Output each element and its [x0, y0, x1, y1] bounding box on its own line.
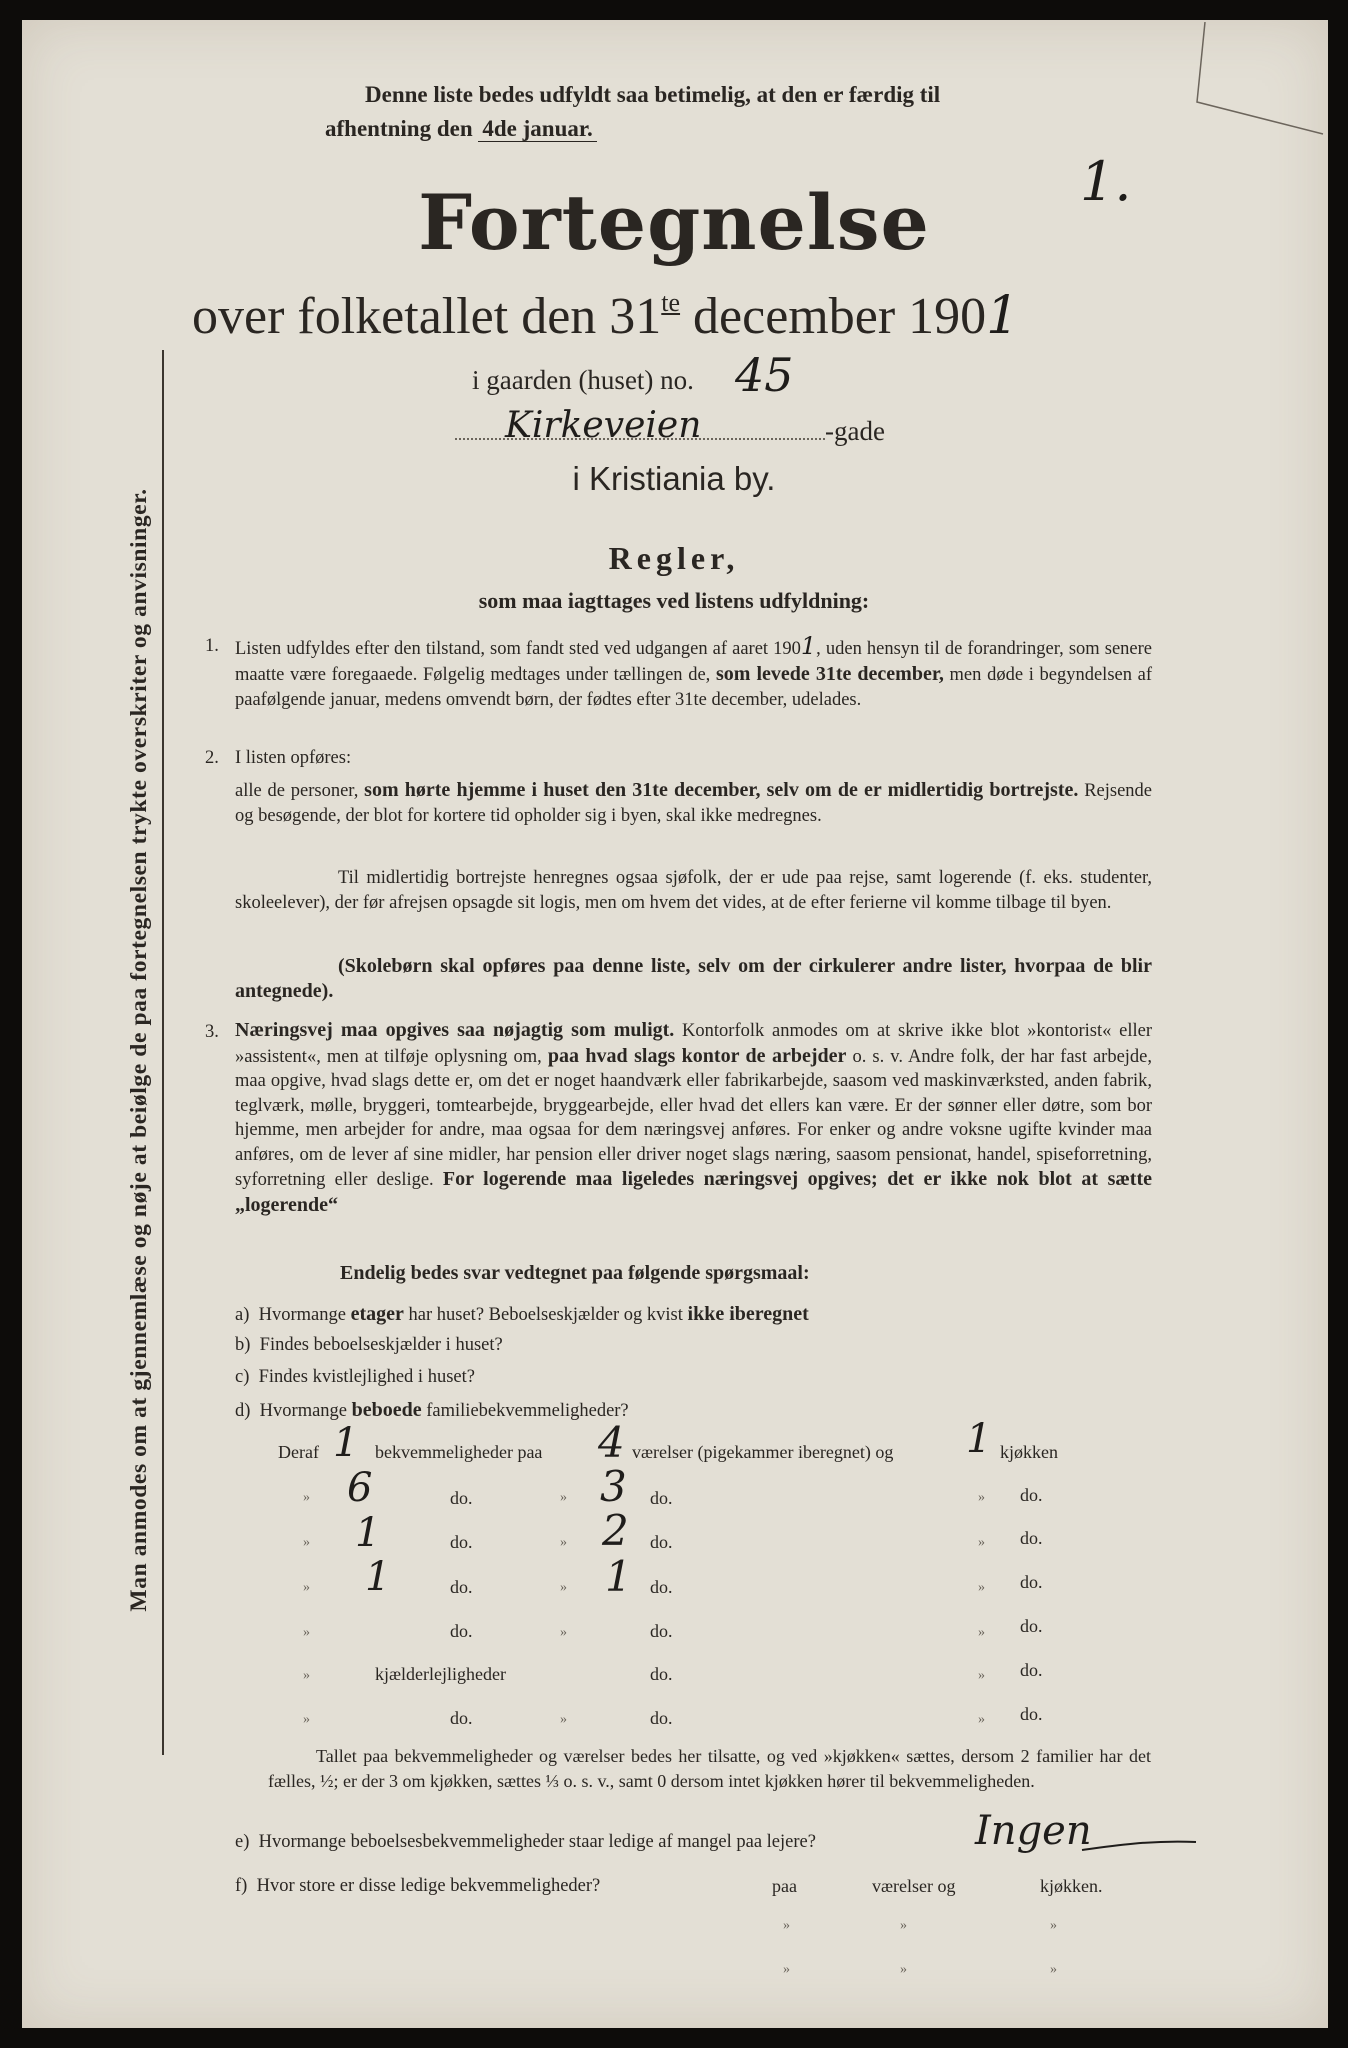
question-b-text: Findes beboelseskjælder i huset?: [259, 1335, 503, 1355]
notice-date: 4de januar.: [478, 116, 596, 142]
ditto-mark: »: [783, 1918, 790, 1933]
house-number-handwritten: 45: [735, 348, 794, 402]
ditto-mark: »: [900, 1918, 907, 1933]
rule-3-bold-1: Næringsvej maa opgives saa nøjagtig som muligt.: [235, 1019, 675, 1041]
answer-flourish: [1080, 1828, 1200, 1858]
row-3-bekv: 1: [355, 1510, 381, 1556]
question-f-text: Hvor store er disse ledige bekvemmeligheder?: [256, 1876, 601, 1896]
ditto-mark: »: [900, 1962, 907, 1977]
row-2-vaer: 3: [600, 1462, 627, 1511]
ditto-mark: »: [560, 1712, 567, 1727]
street-handwritten: Kirkeveien: [505, 405, 702, 446]
rule-3-number: 3.: [205, 1022, 219, 1042]
ditto-mark: »: [978, 1535, 985, 1550]
ditto-mark: »: [303, 1490, 310, 1505]
question-a-bold-2: ikke iberegnet: [687, 1303, 809, 1325]
table-deraf: Deraf: [278, 1442, 319, 1462]
rules-heading: Regler,: [608, 540, 740, 576]
rule-2-p1-bold: som hørte hjemme i huset den 31te december, selv om de er midlertidig bortrejste.: [364, 779, 1079, 801]
row-2-bekv: 6: [347, 1465, 373, 1511]
ditto-mark: »: [303, 1535, 310, 1550]
ditto-mark: »: [303, 1625, 310, 1640]
page-number-handwritten: 1.: [1080, 150, 1132, 213]
subtitle-text: over folketallet den 31: [192, 288, 662, 345]
year-handwritten: 1: [986, 286, 1020, 346]
question-d-letter: d): [235, 1401, 251, 1421]
table-vaer-label: værelser (pigekammer iberegnet) og: [632, 1442, 894, 1462]
rule-2-p1-a: alle de personer,: [235, 781, 359, 801]
notice-line-2: [325, 116, 597, 142]
do-cell: do.: [1020, 1485, 1043, 1505]
rule-3-bold-2: paa hvad slags kontor de arbejder: [547, 1044, 847, 1067]
rule-1-c: men døde i begyndelsen af paafølgende januar, medens omvendt børn, der fødtes efter 31te december, udelades.: [235, 665, 1153, 710]
row-4-bekv: 1: [365, 1554, 391, 1600]
ditto-mark: »: [1050, 1918, 1057, 1933]
do-cell: do.: [450, 1621, 473, 1641]
notice-prefix: afhentning den: [325, 116, 473, 141]
rules-subheading: som maa iagttages ved listens udfyldning:: [478, 588, 870, 613]
do-cell: do.: [1020, 1572, 1043, 1592]
subtitle-rest: december 190: [693, 288, 987, 345]
ditto-mark: »: [783, 1962, 790, 1977]
ditto-mark: »: [303, 1668, 310, 1683]
do-cell: do.: [1020, 1616, 1043, 1636]
do-cell: do.: [450, 1488, 473, 1508]
ditto-mark: »: [978, 1712, 985, 1727]
question-d-post: familiebekvemmeligheder?: [426, 1401, 629, 1421]
question-f-kjokken: kjøkken.: [1040, 1876, 1103, 1896]
ditto-mark: »: [560, 1625, 567, 1640]
ditto-mark: »: [978, 1490, 985, 1505]
question-e-text: Hvormange beboelsesbekvemmeligheder staar ledige af mangel paa lejere?: [258, 1832, 816, 1852]
rule-3-a: Kontorfolk anmodes om at skrive ikke blot »kontorist« eller »assistent«, men at tilføje oplysning om,: [235, 1021, 1152, 1067]
side-rule-line: [162, 350, 164, 1755]
question-e: [235, 1832, 816, 1853]
question-d: [235, 1399, 629, 1422]
ditto-mark: »: [978, 1668, 985, 1683]
ditto-mark: »: [560, 1490, 567, 1505]
rule-1-year-handwritten: 1: [800, 632, 817, 660]
rule-1-b: , uden hensyn til de forandringer, som senere maatte være foregaaede. Følgelig medtages under tællingen de,: [235, 639, 1152, 685]
question-d-bold: beboede: [351, 1399, 422, 1421]
row-4-vaer: 1: [605, 1552, 632, 1601]
ditto-mark: »: [978, 1625, 985, 1640]
city-line: i Kristiania by.: [572, 460, 776, 497]
ditto-mark: »: [303, 1580, 310, 1595]
street-suffix: -gade: [825, 416, 885, 446]
question-b-letter: b): [235, 1335, 251, 1355]
ditto-mark: »: [560, 1580, 567, 1595]
do-cell: do.: [650, 1708, 673, 1728]
rule-3-bold-3: For logerende maa ligeledes næringsvej opgives; det er ikke nok blot at sætte „logerende“: [235, 1168, 1152, 1216]
table-bekv-label: bekvemmeligheder paa: [375, 1442, 543, 1462]
do-cell: do.: [1020, 1660, 1043, 1680]
do-cell: do.: [650, 1532, 673, 1552]
table-note: Tallet paa bekvemmeligheder og værelser bedes her tilsatte, og ved »kjøkken« sættes, dersom 2 familier har det fælles, ½; er der 3 om kjøkken, sættes ⅓ o. s. v., samt 0 dersom intet kjøkken hører til bekvemmeligheden.: [268, 1746, 1151, 1791]
rule-2-intro: I listen opføres:: [235, 748, 352, 768]
row-3-vaer: 2: [602, 1506, 629, 1555]
question-f-paa: paa: [772, 1876, 797, 1896]
ditto-mark: »: [1050, 1962, 1057, 1977]
question-b: [235, 1335, 503, 1356]
row-1-bekv: 1: [333, 1420, 359, 1466]
side-instruction: Man anmodes om at gjennemlæse og nøje at beiølge de paa fortegnelsen trykte overskriter og anvisninger.: [126, 488, 152, 1612]
do-cell: do.: [650, 1577, 673, 1597]
question-f-vaerelser: værelser og: [872, 1876, 956, 1896]
notice-line-1: Denne liste bedes udfyldt saa betimelig, at den er færdig til: [365, 82, 941, 107]
row-1-kj: 1: [966, 1416, 992, 1462]
rule-2-p1: [235, 778, 1152, 829]
rule-3-b: o. s. v. Andre folk, der har fast arbejde, maa opgive, hvad slags dette er, om det er noget haandværk eller fabrikarbejde, saasom ved maskinværksted, anden fabrik, teglværk, mølle, bryggeri, tomtearbejde, bryggearbejde, eller hvad det ellers kan være. Er der sønner eller døtre, som bor hjemme, men arbejder for andre, maa ogsaa for dem næringsvej anføres. For enker og andre voksne ugifte kvinder maa anføres, om de lever af sine midler, har pension eller driver noget slags næring, saasom pensionat, handel, spiseforretning, syforretning eller deslige.: [235, 1046, 1153, 1190]
rule-1-text: [235, 634, 1152, 713]
question-c: [235, 1367, 475, 1388]
do-cell: do.: [650, 1488, 673, 1508]
do-cell: do.: [450, 1577, 473, 1597]
rule-1-a: Listen udfyldes efter den tilstand, som fandt sted ved udgangen af aaret 190: [235, 639, 801, 659]
question-e-letter: e): [235, 1832, 250, 1852]
do-cell: do.: [650, 1621, 673, 1641]
question-c-text: Findes kvistlejlighed i huset?: [258, 1367, 475, 1387]
question-c-letter: c): [235, 1367, 250, 1387]
question-a-bold: etager: [350, 1303, 404, 1325]
rule-2-number: 2.: [205, 748, 219, 768]
question-d-pre: Hvormange: [259, 1401, 348, 1421]
question-a-letter: a): [235, 1305, 250, 1325]
question-e-answer-handwritten: Ingen: [975, 1808, 1092, 1854]
ditto-mark: »: [560, 1535, 567, 1550]
street-suffix-text: gade: [834, 416, 885, 446]
rule-2-p3: (Skolebørn skal opføres paa denne liste, selv om der cirkulerer andre lister, hvorpaa de blir antegnede).: [235, 955, 1152, 1002]
house-label: i gaarden (huset) no.: [472, 365, 694, 395]
subtitle: [192, 286, 1019, 346]
kjaelder-label: kjælderlejligheder: [375, 1664, 506, 1684]
rule-3-text: [235, 1018, 1152, 1218]
rule-1-bold: som levede 31te december,: [715, 663, 944, 685]
rule-2-p1-b: Rejsende og besøgende, der blot for kortere tid opholder sig i byen, skal ikke medregnes.: [235, 781, 1153, 826]
table-kjokken-label: kjøkken: [1000, 1442, 1058, 1462]
subtitle-sup: te: [661, 288, 681, 317]
do-cell: do.: [1020, 1528, 1043, 1548]
question-a-mid: har huset? Beboelseskjælder og kvist: [408, 1305, 683, 1325]
question-f: [235, 1876, 600, 1897]
question-f-letter: f): [235, 1876, 248, 1896]
do-cell: do.: [450, 1532, 473, 1552]
ditto-mark: »: [978, 1580, 985, 1595]
rule-1-number: 1.: [205, 636, 219, 656]
do-cell: do.: [450, 1708, 473, 1728]
question-a-pre: Hvormange: [258, 1305, 346, 1325]
ditto-mark: »: [303, 1712, 310, 1727]
rule-2-p2: Til midlertidig bortrejste henregnes ogsaa sjøfolk, der er ude paa rejse, samt logerende (f. eks. studenter, skoleelever), der før afrejsen opsagde sit logis, men om hvem det vides, at de efter ferierne vil komme tilbage til byen.: [235, 868, 1152, 913]
do-cell: do.: [650, 1664, 673, 1684]
page-title: Fortegnelse: [418, 178, 930, 267]
do-cell: do.: [1020, 1704, 1043, 1724]
question-a: [235, 1303, 809, 1326]
row-1-vaer: 4: [598, 1418, 625, 1467]
final-heading: Endelig bedes svar vedtegnet paa følgende spørgsmaal:: [340, 1262, 810, 1284]
corner-fold-mark: [1195, 22, 1325, 142]
